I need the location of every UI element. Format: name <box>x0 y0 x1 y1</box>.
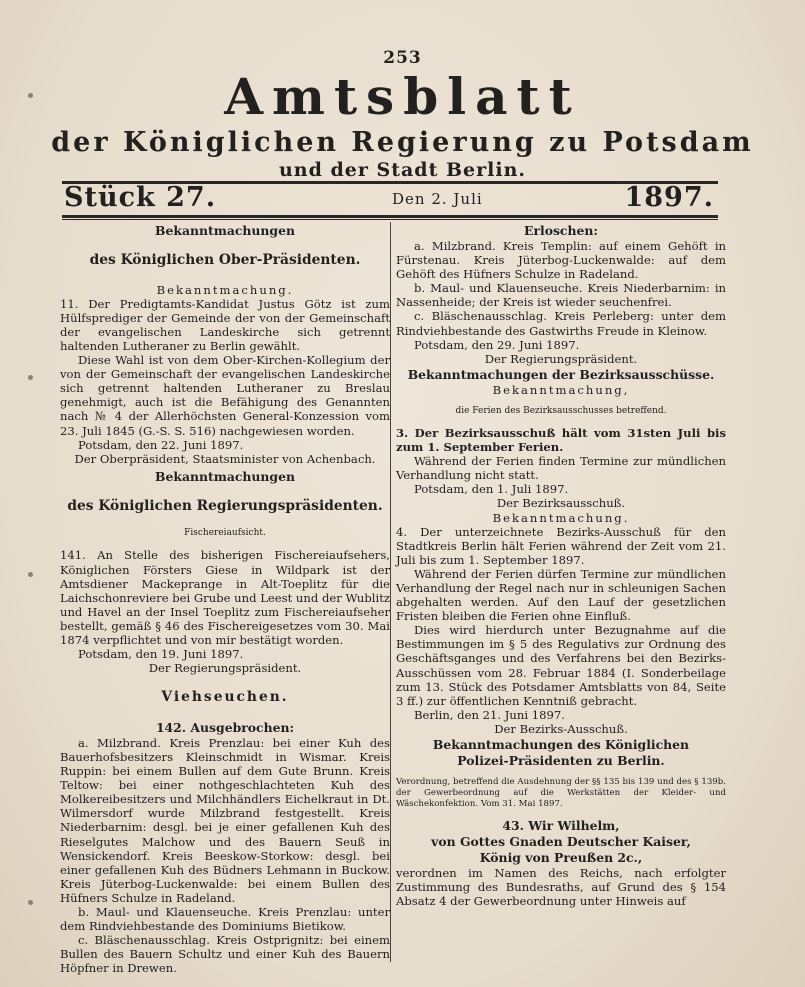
notice-heading: Bekanntmachung. <box>492 510 630 525</box>
section-heading: des Königlichen Regierungspräsidenten. <box>67 497 383 514</box>
decree-heading: 43. Wir Wilhelm, <box>502 818 620 834</box>
signature: Der Regierungspräsident. <box>148 661 302 676</box>
masthead-title: Amtsblatt <box>224 67 581 126</box>
issue-year: 1897. <box>624 182 714 213</box>
signature: Der Bezirks-Ausschuß. <box>494 721 628 736</box>
paragraph: 11. Der Predigtamts-Kandidat Justus Götz ist zum Hülfsprediger der Gemeinde der von der Gemeinschaft der evangelischen Landeskirche sich getrennt haltenden Lutheraner zu Berlin gewählt. <box>60 296 390 353</box>
header-rule-thin <box>62 219 718 220</box>
page-number: 253 <box>383 48 422 68</box>
decree-heading: von Gottes Gnaden Deutscher Kaiser, <box>431 834 691 850</box>
issue-date: Den 2. Juli <box>392 190 483 208</box>
punch-hole-mark <box>28 900 33 905</box>
decree-heading: König von Preußen 2c., <box>479 850 643 866</box>
dateline: Potsdam, den 29. Juni 1897. <box>414 337 580 352</box>
right-column <box>396 222 732 962</box>
notice-heading: Bekanntmachung. <box>156 282 294 297</box>
paragraph: c. Bläschenausschlag. Kreis Ostprignitz: bei einem Bullen des Bauern Schultz und einer Kuh des Bauern Höpfner in Drewen. <box>60 933 390 976</box>
masthead-subtitle: der Königlichen Regierung zu Potsdam <box>51 127 754 158</box>
section-heading: des Königlichen Ober-Präsidenten. <box>89 251 361 268</box>
dateline: Potsdam, den 1. Juli 1897. <box>414 482 569 497</box>
notice-heading: Bekanntmachung, <box>492 382 630 397</box>
paragraph: 4. Der unterzeichnete Bezirks-Ausschuß für den Stadtkreis Berlin hält Ferien während der Zeit vom 21. Juli bis zum 1. September 1897. <box>396 524 726 567</box>
issue-number: Stück 27. <box>64 182 217 213</box>
paragraph: 3. Der Bezirksausschuß hält vom 31sten Juli bis zum 1. September Ferien. <box>396 425 726 455</box>
paragraph: Während der Ferien finden Termine zur mündlichen Verhandlung nicht statt. <box>396 454 726 483</box>
paragraph: b. Maul- und Klauenseuche. Kreis Prenzlau: unter dem Rindviehbestande des Dominiums Bietikow. <box>60 904 390 934</box>
section-heading: Bekanntmachungen <box>155 223 295 238</box>
subsection-heading: Erloschen: <box>524 223 598 238</box>
subsection-heading: 142. Ausgebrochen: <box>155 719 295 735</box>
dateline: Potsdam, den 19. Juni 1897. <box>78 647 244 662</box>
dateline: Berlin, den 21. Juni 1897. <box>414 707 565 722</box>
signature: Der Regierungspräsident. <box>484 351 638 366</box>
masthead-subtitle-city: und der Stadt Berlin. <box>278 159 527 181</box>
paragraph: a. Milzbrand. Kreis Prenzlau: bei einer Kuh des Bauerhofsbesitzers Kleinschmidt in Wismar. Kreis Ruppin: bei einem Bullen auf dem Gute Brunn. Kreis Teltow: bei einer nothgeschlachteten Kuh des Molkereibesitzers und Milchhändlers Eichelkraut in Dt. Wilmersdorf wurde Milzbrand festgestellt. Kreis Niederbarnim: desgl. bei je einer gefallenen Kuh des Rieselgutes Malchow und des Bauern Seuß in Wensickendorf. Kreis Beeskow-Storkow: desgl. bei einer gefallenen Kuh des Büdners Lehmann in Buckow. Kreis Jüterbog-Luckenwalde: bei einem Bullen des Hüfners Schulze in Radeland. <box>60 735 390 905</box>
signature: Der Bezirksausschuß. <box>496 496 626 511</box>
dateline: Potsdam, den 22. Juni 1897. <box>78 437 244 452</box>
paragraph: Diese Wahl ist von dem Ober-Kirchen-Kollegium der von der Gemeinschaft der evangelischen Landeskirche sich getrennt haltenden Lutheraner zu Breslau genehmigt, auch ist die Befähigung des Genannten nach № 4 der Allerhöchsten General-Konzession vom 23. Juli 1845 (G.-S. S. 516) nachgewiesen worden. <box>60 353 390 438</box>
column-divider <box>390 222 391 962</box>
punch-hole-mark <box>28 375 33 380</box>
punch-hole-mark <box>28 572 33 577</box>
subject-heading: die Ferien des Bezirksausschusses betreffend. <box>455 405 667 416</box>
paragraph: verordnen im Namen des Reichs, nach erfolgter Zustimmung des Bundesraths, auf Grund des § 154 Absatz 4 der Gewerbeordnung unter Hinweis auf <box>396 866 726 909</box>
paragraph: b. Maul- und Klauenseuche. Kreis Niederbarnim: in Nassenheide; der Kreis ist wieder seuchenfrei. <box>396 281 726 310</box>
section-heading: Bekanntmachungen <box>155 468 295 484</box>
paragraph: c. Bläschenausschlag. Kreis Perleberg: unter dem Rindviehbestande des Gastwirths Freude in Kleinow. <box>396 309 726 338</box>
signature: Der Oberpräsident, Staatsminister von Achenbach. <box>74 451 376 466</box>
header-rule <box>62 215 718 218</box>
paragraph: 141. An Stelle des bisherigen Fischereiaufsehers, Königlichen Försters Giese in Wildpark ist der Amtsdiener Mackeprange in Alt-Toeplitz für die Laichschonreviere bei Grube und Leest und der Wublitz und Havel an der Insel Toeplitz zum Fischereiaufseher bestellt, gemäß § 46 des Fischereigesetzes vom 30. Mai 1874 verpflichtet und von mir bestätigt worden. <box>60 548 390 647</box>
paragraph: Während der Ferien dürfen Termine zur mündlichen Verhandlung der Regel nach nur in schleunigen Sachen abgehalten werden. Auf den Lauf der gesetzlichen Fristen bleiben die Ferien ohne Einfluß. <box>396 566 726 624</box>
paragraph: a. Milzbrand. Kreis Templin: auf einem Gehöft in Fürstenau. Kreis Jüterbog-Luckenwalde: auf dem Gehöft des Hüfners Schulze in Radeland. <box>396 239 726 282</box>
paragraph: Dies wird hierdurch unter Bezugnahme auf die Bestimmungen im § 5 des Regulativs zur Ordnung des Geschäftsganges und des Verfahrens bei den Bezirks-Ausschüssen vom 28. Februar 1884 (I. Sonderbeilage zum 13. Stück des Potsdamer Amtsblatts von 84, Seite 3 ff.) zur öffentlichen Kenntniß gebracht. <box>396 623 726 708</box>
left-column <box>60 222 390 976</box>
ordinance-title: Verordnung, betreffend die Ausdehnung der §§ 135 bis 139 und des § 139b. der Gewerbeordnung auf die Werkstätten der Kleider- und Wäschekonfektion. Vom 31. Mai 1897. <box>396 776 726 809</box>
section-heading: Bekanntmachungen der Bezirksausschüsse. <box>407 366 715 382</box>
issue-row <box>62 184 718 214</box>
section-heading: Viehseuchen. <box>161 689 289 706</box>
section-heading: Polizei-Präsidenten zu Berlin. <box>457 753 665 768</box>
section-heading: Bekanntmachungen des Königlichen <box>432 737 690 752</box>
subject-heading: Fischereiaufsicht. <box>184 528 266 539</box>
